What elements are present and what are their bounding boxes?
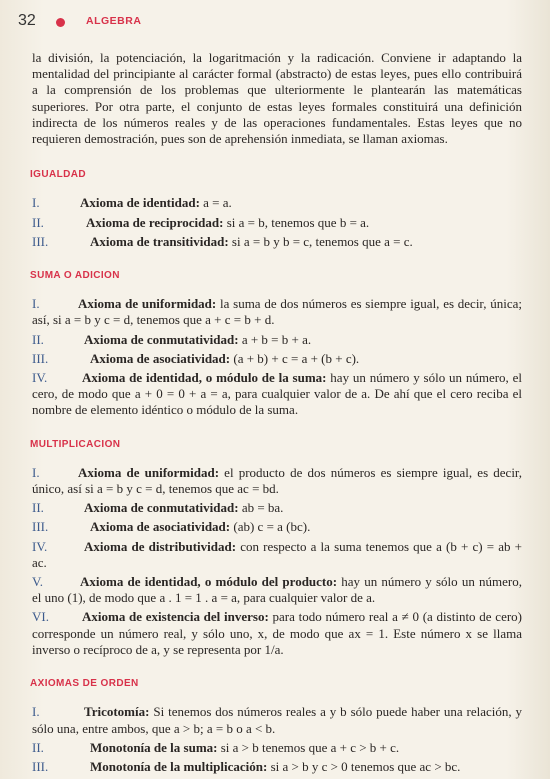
axiom-text: a + b = b + a. <box>238 331 312 347</box>
red-dot-icon <box>56 18 65 27</box>
axiom-numeral: VI. <box>32 609 49 625</box>
axiom-title: Axioma de conmutatividad: <box>84 500 239 516</box>
axiom-item <box>32 609 522 658</box>
axiom-title: Axioma de asociatividad: <box>90 519 231 535</box>
axiom-numeral: III. <box>32 233 49 249</box>
axiom-numeral: II. <box>32 739 44 755</box>
section-heading: SUMA O ADICION <box>30 270 120 282</box>
axiom-text: para todo número real a ≠ 0 (a distinto de cero) corresponde un número real, y sólo uno, x, de modo que ax = 1. Este número x se llama inverso o recíproco de a, y se representa por 1/a. <box>32 609 522 657</box>
axiom-item <box>32 539 522 571</box>
axiom-text: Si tenemos dos números reales a y b sólo puede haber una relación, y sólo una, entre ambos, que a > b; a = b o a < b. <box>32 704 522 736</box>
section-heading: AXIOMAS DE ORDEN <box>30 678 139 690</box>
page-content <box>32 50 522 775</box>
axiom-text: (a + b) + c = a + (b + c). <box>230 350 360 366</box>
axiom-numeral: II. <box>32 214 44 230</box>
axiom-text: hay un número y sólo un número, el uno (1), de modo que a . 1 = 1 . a = a, para cualquier valor de a. <box>32 574 522 606</box>
axiom-text: ab = ba. <box>238 500 284 516</box>
axiom-title: Axioma de identidad, o módulo de la suma: <box>82 370 327 386</box>
axiom-title: Axioma de uniformidad: <box>78 464 220 480</box>
axiom-text: si a = b, tenemos que b = a. <box>223 214 370 230</box>
axiom-numeral: III. <box>32 519 49 535</box>
axiom-numeral: IV. <box>32 370 48 386</box>
axiom-text: si a = b y b = c, tenemos que a = c. <box>228 233 413 249</box>
axiom-item <box>32 215 522 231</box>
section-heading: IGUALDAD <box>30 169 86 181</box>
axiom-text: el producto de dos números es siempre igual, es decir, único, así si a = b y c = d, tenemos que ac = bd. <box>32 464 522 497</box>
axiom-text: si a > b tenemos que a + c > b + c. <box>217 739 400 755</box>
axiom-item <box>32 296 522 328</box>
axiom-item <box>32 500 522 516</box>
axiom-numeral: II. <box>32 500 44 516</box>
axiom-item <box>32 332 522 348</box>
axiom-item <box>32 519 522 535</box>
axiom-text: si a > b y c > 0 tenemos que ac > bc. <box>267 758 461 774</box>
axiom-numeral: III. <box>32 758 49 774</box>
section-igualdad <box>32 167 522 250</box>
axiom-item <box>32 704 522 736</box>
axiom-title: Axioma de existencia del inverso: <box>82 609 269 625</box>
axiom-numeral: V. <box>32 574 43 590</box>
axiom-numeral: I. <box>32 704 40 720</box>
axiom-numeral: I. <box>32 464 40 480</box>
axiom-numeral: III. <box>32 350 49 366</box>
axiom-text: con respecto a la suma tenemos que a (b + c) = ab + ac. <box>32 538 522 570</box>
axiom-text: a = a. <box>199 195 232 211</box>
axiom-title: Axioma de asociatividad: <box>90 350 231 366</box>
section-heading: MULTIPLICACION <box>30 438 121 450</box>
page-number: 32 <box>18 12 36 29</box>
axiom-item <box>32 740 522 756</box>
axiom-item <box>32 195 522 211</box>
axiom-title: Axioma de uniformidad: <box>78 296 217 312</box>
axiom-item <box>32 234 522 250</box>
section-orden <box>32 676 522 775</box>
axiom-title: Monotonía de la suma: <box>90 739 218 755</box>
axiom-title: Axioma de identidad: <box>80 195 200 211</box>
axiom-title: Axioma de reciprocidad: <box>86 214 224 230</box>
axiom-item <box>32 465 522 497</box>
axiom-text: hay un número y sólo un número, el cero, de modo que a + 0 = 0 + a = a, para cualquier valor de a. De ahí que el cero reciba el nombre de elemento idéntico o módulo de la suma. <box>32 370 522 418</box>
axiom-item <box>32 574 522 606</box>
axiom-numeral: I. <box>32 296 40 312</box>
axiom-text: (ab) c = a (bc). <box>230 519 311 535</box>
axiom-title: Monotonía de la multiplicación: <box>90 758 268 774</box>
axiom-item <box>32 370 522 419</box>
page-header <box>18 12 538 32</box>
intro-paragraph: la división, la potenciación, la logaritmación y la radicación. Conviene ir adaptando la mentalidad del principiante al carácter formal (abstracto) de estas leyes, pues ello contribuirá a la comprensión de los problemas que ulteriormente le plantearán las matemáticas superiores. Por otra parte, el conjunto de estas leyes formales constituirá una definición indirecta de los números reales y de las operaciones fundamentales. Estas leyes que no requieren demostración, pues son de aprehensión inmediata, se llaman axiomas. <box>32 50 522 147</box>
axiom-title: Axioma de conmutatividad: <box>84 331 239 347</box>
axiom-title: Axioma de transitividad: <box>90 233 229 249</box>
running-head: ALGEBRA <box>86 15 142 27</box>
axiom-numeral: IV. <box>32 538 48 554</box>
axiom-item <box>32 351 522 367</box>
axiom-numeral: I. <box>32 195 40 211</box>
axiom-title: Tricotomía: <box>84 704 150 720</box>
axiom-title: Axioma de identidad, o módulo del producto: <box>80 574 338 590</box>
axiom-item <box>32 759 522 775</box>
axiom-title: Axioma de distributividad: <box>84 538 237 554</box>
section-suma <box>32 268 522 419</box>
section-multiplicacion <box>32 437 522 658</box>
axiom-text: la suma de dos números es siempre igual, es decir, única; así, si a = b y c = d, tenemos que a + c = b + d. <box>32 296 523 328</box>
axiom-numeral: II. <box>32 331 44 347</box>
